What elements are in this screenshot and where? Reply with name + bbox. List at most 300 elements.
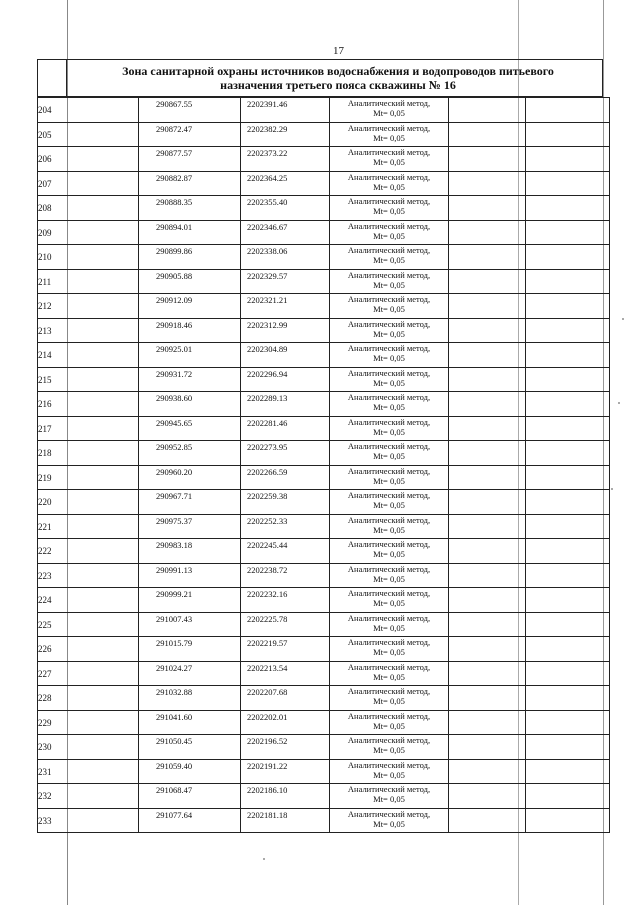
- point-number-cell: [38, 490, 139, 515]
- table-row: [38, 441, 610, 466]
- empty-cell: [449, 588, 526, 613]
- x-coordinate-cell: [139, 220, 241, 245]
- y-coordinate-cell: [241, 563, 330, 588]
- x-coordinate: 291007.43: [156, 613, 193, 624]
- y-coordinate: 2202238.72: [247, 564, 288, 575]
- point-number-cell: [38, 196, 139, 221]
- x-coordinate: 290867.55: [156, 99, 193, 109]
- y-coordinate: 2202382.29: [247, 123, 288, 134]
- x-coordinate-cell: [139, 196, 241, 221]
- point-number: 219: [38, 472, 52, 483]
- x-coordinate-cell: [139, 612, 241, 637]
- point-number-cell: [38, 808, 139, 833]
- point-number-cell: [38, 392, 139, 417]
- method-text: Аналитический метод,: [347, 563, 431, 574]
- accuracy-text: Mt= 0,05: [373, 696, 405, 706]
- x-coordinate-cell: [139, 710, 241, 735]
- empty-cell: [526, 98, 610, 123]
- accuracy-text: Mt= 0,05: [373, 769, 405, 780]
- point-number: 214: [38, 350, 52, 360]
- point-number: 221: [38, 521, 52, 532]
- y-coordinate-cell: [241, 612, 330, 637]
- empty-cell: [526, 147, 610, 172]
- point-number-cell: [38, 171, 139, 196]
- point-number: 232: [38, 791, 52, 801]
- x-coordinate-cell: [139, 294, 241, 319]
- point-number: 215: [38, 374, 52, 385]
- point-number: 205: [38, 129, 52, 140]
- method-cell: [330, 735, 449, 760]
- table-row: [38, 318, 610, 343]
- method-cell: [330, 465, 449, 490]
- point-number-cell: [38, 465, 139, 490]
- method-text: Аналитический метод,: [347, 686, 431, 696]
- y-coordinate-cell: [241, 808, 330, 833]
- method-text: Аналитический метод,: [347, 122, 431, 133]
- accuracy-text: Mt= 0,05: [373, 426, 405, 437]
- x-coordinate-cell: [139, 245, 241, 270]
- empty-cell: [526, 661, 610, 686]
- empty-cell: [449, 392, 526, 417]
- method-text: Аналитический метод,: [347, 465, 431, 476]
- y-coordinate-cell: [241, 294, 330, 319]
- y-coordinate: 2202196.52: [247, 736, 288, 746]
- method-cell: [330, 294, 449, 319]
- x-coordinate-cell: [139, 269, 241, 294]
- method-text: Аналитический метод,: [347, 196, 431, 206]
- point-number-cell: [38, 710, 139, 735]
- table-row: [38, 759, 610, 784]
- x-coordinate-cell: [139, 416, 241, 441]
- scan-speck: [263, 858, 265, 860]
- method-cell: [330, 220, 449, 245]
- table-row: [38, 392, 610, 417]
- method-cell: [330, 661, 449, 686]
- empty-cell: [526, 514, 610, 539]
- point-number: 211: [38, 276, 52, 287]
- x-coordinate: 291059.40: [156, 760, 193, 771]
- accuracy-text: Mt= 0,05: [373, 671, 405, 682]
- accuracy-text: Mt= 0,05: [373, 328, 405, 339]
- empty-cell: [526, 539, 610, 564]
- y-coordinate-cell: [241, 392, 330, 417]
- y-coordinate: 2202355.40: [247, 197, 288, 207]
- method-text: Аналитический метод,: [347, 416, 431, 427]
- point-number-cell: [38, 759, 139, 784]
- y-coordinate-cell: [241, 490, 330, 515]
- point-number: 207: [38, 178, 52, 189]
- y-coordinate: 2202373.22: [247, 148, 288, 158]
- x-coordinate: 291032.88: [156, 687, 193, 697]
- y-coordinate-cell: [241, 98, 330, 123]
- point-number: 204: [38, 105, 52, 115]
- table-row: [38, 710, 610, 735]
- y-coordinate: 2202266.59: [247, 466, 288, 477]
- empty-cell: [526, 710, 610, 735]
- y-coordinate: 2202181.18: [247, 809, 288, 820]
- point-number: 230: [38, 742, 52, 752]
- accuracy-text: Mt= 0,05: [373, 500, 405, 510]
- point-number-cell: [38, 514, 139, 539]
- coordinates-table: [37, 97, 610, 833]
- table-header: [37, 59, 603, 97]
- x-coordinate: 290877.57: [156, 148, 193, 158]
- point-number-cell: [38, 661, 139, 686]
- x-coordinate: 290960.20: [156, 466, 193, 477]
- empty-cell: [449, 171, 526, 196]
- y-coordinate: 2202364.25: [247, 172, 288, 183]
- accuracy-text: Mt= 0,05: [373, 622, 405, 633]
- accuracy-text: Mt= 0,05: [373, 720, 405, 731]
- x-coordinate: 290899.86: [156, 246, 193, 256]
- point-number: 206: [38, 154, 52, 164]
- table-row: [38, 294, 610, 319]
- accuracy-text: Mt= 0,05: [373, 647, 405, 657]
- x-coordinate: 290991.13: [156, 564, 193, 575]
- table-row: [38, 465, 610, 490]
- table-row: [38, 784, 610, 809]
- empty-cell: [526, 343, 610, 368]
- accuracy-text: Mt= 0,05: [373, 524, 405, 535]
- empty-cell: [449, 220, 526, 245]
- x-coordinate: 290894.01: [156, 221, 193, 232]
- method-text: Аналитический метод,: [347, 269, 431, 280]
- accuracy-text: Mt= 0,05: [373, 402, 405, 412]
- page-number: 17: [333, 45, 344, 57]
- empty-cell: [449, 343, 526, 368]
- x-coordinate-cell: [139, 147, 241, 172]
- empty-cell: [526, 490, 610, 515]
- method-cell: [330, 710, 449, 735]
- y-coordinate-cell: [241, 343, 330, 368]
- method-text: Аналитический метод,: [347, 367, 431, 378]
- y-coordinate: 2202338.06: [247, 246, 288, 256]
- point-number-cell: [38, 318, 139, 343]
- empty-cell: [449, 367, 526, 392]
- empty-cell: [449, 294, 526, 319]
- scan-speck: [611, 488, 613, 490]
- accuracy-text: Mt= 0,05: [373, 206, 405, 216]
- method-cell: [330, 563, 449, 588]
- point-number: 213: [38, 325, 52, 336]
- point-number: 218: [38, 448, 52, 458]
- accuracy-text: Mt= 0,05: [373, 181, 405, 192]
- y-coordinate: 2202219.57: [247, 638, 288, 648]
- point-number: 226: [38, 644, 52, 654]
- table-row: [38, 122, 610, 147]
- empty-cell: [449, 612, 526, 637]
- empty-cell: [449, 245, 526, 270]
- empty-cell: [526, 465, 610, 490]
- point-number-cell: [38, 98, 139, 123]
- empty-cell: [449, 122, 526, 147]
- method-text: Аналитический метод,: [347, 710, 431, 721]
- method-text: Аналитический метод,: [347, 441, 431, 451]
- point-number-cell: [38, 563, 139, 588]
- x-coordinate: 291050.45: [156, 736, 193, 746]
- x-coordinate-cell: [139, 171, 241, 196]
- point-number: 212: [38, 301, 52, 311]
- point-number-cell: [38, 367, 139, 392]
- empty-cell: [449, 465, 526, 490]
- table-row: [38, 220, 610, 245]
- accuracy-text: Mt= 0,05: [373, 451, 405, 461]
- point-number: 209: [38, 227, 52, 238]
- y-coordinate-cell: [241, 416, 330, 441]
- y-coordinate: 2202259.38: [247, 491, 288, 501]
- method-text: Аналитический метод,: [347, 343, 431, 353]
- method-cell: [330, 759, 449, 784]
- method-cell: [330, 171, 449, 196]
- y-coordinate-cell: [241, 539, 330, 564]
- method-text: Аналитический метод,: [347, 612, 431, 623]
- x-coordinate-cell: [139, 686, 241, 711]
- accuracy-text: Mt= 0,05: [373, 573, 405, 584]
- x-coordinate: 290938.60: [156, 393, 193, 403]
- header-divider: [66, 60, 67, 96]
- empty-cell: [449, 98, 526, 123]
- accuracy-text: Mt= 0,05: [373, 304, 405, 314]
- x-coordinate: 291015.79: [156, 638, 193, 648]
- x-coordinate: 291041.60: [156, 711, 193, 722]
- x-coordinate-cell: [139, 465, 241, 490]
- table-row: [38, 367, 610, 392]
- y-coordinate-cell: [241, 171, 330, 196]
- point-number: 225: [38, 619, 52, 630]
- accuracy-text: Mt= 0,05: [373, 230, 405, 241]
- y-coordinate: 2202202.01: [247, 711, 288, 722]
- x-coordinate-cell: [139, 514, 241, 539]
- empty-cell: [449, 686, 526, 711]
- empty-cell: [526, 416, 610, 441]
- table-row: [38, 196, 610, 221]
- empty-cell: [526, 759, 610, 784]
- y-coordinate: 2202186.10: [247, 785, 288, 795]
- x-coordinate-cell: [139, 563, 241, 588]
- y-coordinate: 2202391.46: [247, 99, 288, 109]
- scan-speck: [618, 402, 620, 404]
- method-cell: [330, 416, 449, 441]
- method-text: Аналитический метод,: [347, 637, 431, 647]
- point-number: 227: [38, 668, 52, 679]
- empty-cell: [449, 710, 526, 735]
- empty-cell: [449, 196, 526, 221]
- empty-cell: [526, 441, 610, 466]
- table-row: [38, 637, 610, 662]
- method-cell: [330, 539, 449, 564]
- page-title-line-1: Зона санитарной охраны источников водоснабжения и водопроводов питьевого: [122, 64, 554, 78]
- y-coordinate-cell: [241, 514, 330, 539]
- x-coordinate-cell: [139, 318, 241, 343]
- point-number-cell: [38, 588, 139, 613]
- method-cell: [330, 514, 449, 539]
- y-coordinate-cell: [241, 465, 330, 490]
- table-row: [38, 171, 610, 196]
- y-coordinate-cell: [241, 147, 330, 172]
- point-number: 220: [38, 497, 52, 507]
- x-coordinate: 290952.85: [156, 442, 193, 452]
- point-number: 233: [38, 815, 52, 826]
- table-row: [38, 416, 610, 441]
- empty-cell: [449, 441, 526, 466]
- point-number: 222: [38, 546, 52, 556]
- empty-cell: [526, 269, 610, 294]
- point-number: 223: [38, 570, 52, 581]
- method-text: Аналитический метод,: [347, 220, 431, 231]
- y-coordinate-cell: [241, 441, 330, 466]
- y-coordinate: 2202304.89: [247, 344, 288, 354]
- x-coordinate: 291068.47: [156, 785, 193, 795]
- y-coordinate-cell: [241, 196, 330, 221]
- point-number-cell: [38, 735, 139, 760]
- x-coordinate: 290999.21: [156, 589, 193, 599]
- page-title: [78, 64, 598, 92]
- table-row: [38, 514, 610, 539]
- point-number-cell: [38, 269, 139, 294]
- point-number-cell: [38, 612, 139, 637]
- y-coordinate: 2202321.21: [247, 295, 288, 305]
- empty-cell: [526, 294, 610, 319]
- method-cell: [330, 441, 449, 466]
- point-number: 216: [38, 399, 52, 409]
- method-cell: [330, 98, 449, 123]
- point-number: 224: [38, 595, 52, 605]
- table-row: [38, 735, 610, 760]
- method-text: Аналитический метод,: [347, 294, 431, 304]
- empty-cell: [526, 686, 610, 711]
- empty-cell: [526, 122, 610, 147]
- table-row: [38, 245, 610, 270]
- method-cell: [330, 808, 449, 833]
- y-coordinate-cell: [241, 318, 330, 343]
- y-coordinate: 2202346.67: [247, 221, 288, 232]
- y-coordinate-cell: [241, 269, 330, 294]
- point-number: 229: [38, 717, 52, 728]
- empty-cell: [449, 735, 526, 760]
- y-coordinate: 2202296.94: [247, 368, 288, 379]
- empty-cell: [526, 245, 610, 270]
- point-number-cell: [38, 637, 139, 662]
- y-coordinate: 2202252.33: [247, 515, 288, 526]
- point-number-cell: [38, 122, 139, 147]
- method-text: Аналитический метод,: [347, 171, 431, 182]
- y-coordinate-cell: [241, 245, 330, 270]
- x-coordinate-cell: [139, 759, 241, 784]
- x-coordinate-cell: [139, 637, 241, 662]
- y-coordinate-cell: [241, 122, 330, 147]
- empty-cell: [449, 416, 526, 441]
- x-coordinate-cell: [139, 588, 241, 613]
- empty-cell: [449, 661, 526, 686]
- empty-cell: [526, 612, 610, 637]
- method-cell: [330, 318, 449, 343]
- empty-cell: [449, 539, 526, 564]
- table-row: [38, 98, 610, 123]
- accuracy-text: Mt= 0,05: [373, 157, 405, 167]
- x-coordinate-cell: [139, 122, 241, 147]
- y-coordinate-cell: [241, 367, 330, 392]
- method-text: Аналитический метод,: [347, 759, 431, 770]
- accuracy-text: Mt= 0,05: [373, 598, 405, 608]
- x-coordinate: 290945.65: [156, 417, 193, 428]
- accuracy-text: Mt= 0,05: [373, 377, 405, 388]
- method-cell: [330, 147, 449, 172]
- empty-cell: [449, 637, 526, 662]
- y-coordinate: 2202207.68: [247, 687, 288, 697]
- empty-cell: [526, 808, 610, 833]
- y-coordinate: 2202312.99: [247, 319, 288, 330]
- method-text: Аналитический метод,: [347, 318, 431, 329]
- point-number: 208: [38, 203, 52, 213]
- method-text: Аналитический метод,: [347, 514, 431, 525]
- accuracy-text: Mt= 0,05: [373, 818, 405, 829]
- y-coordinate: 2202329.57: [247, 270, 288, 281]
- point-number-cell: [38, 416, 139, 441]
- table-row: [38, 539, 610, 564]
- x-coordinate-cell: [139, 441, 241, 466]
- point-number: 210: [38, 252, 52, 262]
- y-coordinate: 2202213.54: [247, 662, 288, 673]
- x-coordinate-cell: [139, 661, 241, 686]
- y-coordinate: 2202289.13: [247, 393, 288, 403]
- empty-cell: [449, 490, 526, 515]
- method-cell: [330, 612, 449, 637]
- empty-cell: [526, 588, 610, 613]
- method-cell: [330, 784, 449, 809]
- table-row: [38, 612, 610, 637]
- y-coordinate-cell: [241, 637, 330, 662]
- x-coordinate: 290967.71: [156, 491, 193, 501]
- method-text: Аналитический метод,: [347, 735, 431, 745]
- x-coordinate: 290905.88: [156, 270, 193, 281]
- empty-cell: [526, 784, 610, 809]
- y-coordinate: 2202281.46: [247, 417, 288, 428]
- method-text: Аналитический метод,: [347, 147, 431, 157]
- method-cell: [330, 343, 449, 368]
- method-cell: [330, 367, 449, 392]
- empty-cell: [526, 735, 610, 760]
- empty-cell: [449, 318, 526, 343]
- x-coordinate: 290872.47: [156, 123, 193, 134]
- x-coordinate: 291077.64: [156, 809, 193, 820]
- empty-cell: [526, 392, 610, 417]
- table-row: [38, 343, 610, 368]
- empty-cell: [526, 563, 610, 588]
- x-coordinate-cell: [139, 539, 241, 564]
- empty-cell: [526, 318, 610, 343]
- method-text: Аналитический метод,: [347, 661, 431, 672]
- accuracy-text: Mt= 0,05: [373, 475, 405, 486]
- method-cell: [330, 686, 449, 711]
- x-coordinate: 290931.72: [156, 368, 193, 379]
- x-coordinate: 290882.87: [156, 172, 193, 183]
- method-cell: [330, 122, 449, 147]
- point-number-cell: [38, 539, 139, 564]
- point-number: 217: [38, 423, 52, 434]
- y-coordinate-cell: [241, 735, 330, 760]
- x-coordinate: 290912.09: [156, 295, 193, 305]
- method-text: Аналитический метод,: [347, 392, 431, 402]
- point-number-cell: [38, 147, 139, 172]
- empty-cell: [449, 784, 526, 809]
- method-text: Аналитический метод,: [347, 539, 431, 549]
- method-text: Аналитический метод,: [347, 490, 431, 500]
- empty-cell: [449, 147, 526, 172]
- y-coordinate: 2202225.78: [247, 613, 288, 624]
- table-row: [38, 269, 610, 294]
- empty-cell: [449, 808, 526, 833]
- method-text: Аналитический метод,: [347, 98, 431, 108]
